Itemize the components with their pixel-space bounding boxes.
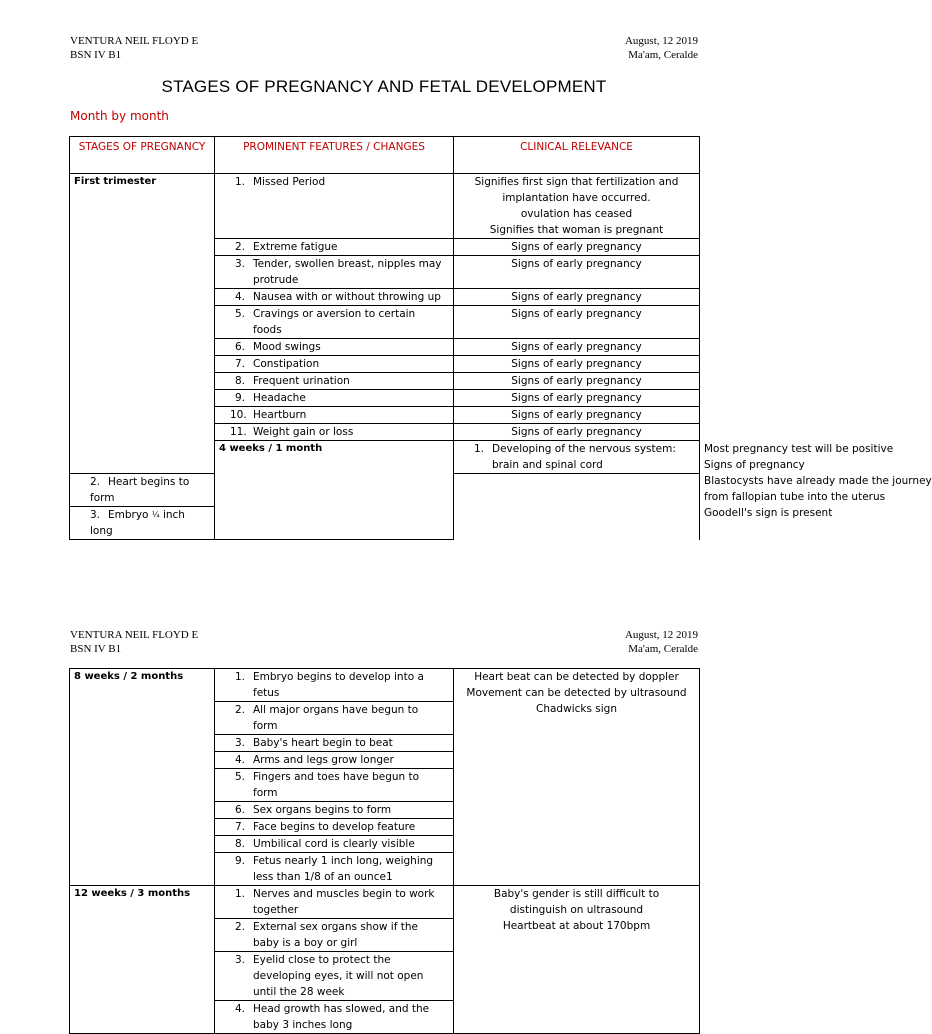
feature-item: 2. Heart begins to form xyxy=(70,474,215,507)
clinical-cell: Signs of early pregnancy xyxy=(454,390,700,407)
feature-item: 2. All major organs have begun to form xyxy=(215,702,454,735)
clinical-cell: Signs of early pregnancy xyxy=(454,356,700,373)
table-row: 4 weeks / 1 month 1. Developing of the nervous system: brain and spinal cord Most pregnancy test will be positive Signs of pregnancy Blastocysts have already made the journey from fallopian tube into the uterus Goodell's sign is present xyxy=(70,441,700,474)
page1-header-right xyxy=(625,34,698,62)
page2-header-right xyxy=(625,628,698,656)
column-header-clinical: CLINICAL RELEVANCE xyxy=(454,137,700,174)
feature-item: 4. Arms and legs grow longer xyxy=(215,752,454,769)
clinical-cell: Signs of early pregnancy xyxy=(454,306,700,339)
stages-table-page1 xyxy=(69,136,932,540)
clinical-cell: Signs of early pregnancy xyxy=(454,339,700,356)
feature-item: 2. Extreme fatigue xyxy=(215,239,454,256)
feature-item: 3. Embryo ¼ inch long xyxy=(70,507,215,540)
feature-item: 8. Umbilical cord is clearly visible xyxy=(215,836,454,853)
feature-item: 6. Mood swings xyxy=(215,339,454,356)
feature-item: 4. Head growth has slowed, and the baby 3 inches long xyxy=(215,1001,454,1034)
feature-item: 3. Tender, swollen breast, nipples may protrude xyxy=(215,256,454,289)
stage-first-trimester: First trimester xyxy=(70,174,215,474)
table-row xyxy=(70,886,700,919)
column-header-features: PROMINENT FEATURES / CHANGES xyxy=(215,137,454,174)
clinical-cell: Baby's gender is still difficult to distinguish on ultrasound Heartbeat at about 170bpm xyxy=(454,886,700,1034)
document-date: August, 12 2019 xyxy=(624,35,698,47)
feature-item: 4. Nausea with or without throwing up xyxy=(215,289,454,306)
feature-item: 3. Eyelid close to protect the developing eyes, it will not open until the 28 week xyxy=(215,952,454,1001)
stage-1-month: 4 weeks / 1 month xyxy=(215,441,454,540)
student-course: BSN IV B1 xyxy=(70,49,122,61)
feature-item: 5. Fingers and toes have begun to form xyxy=(215,769,454,802)
clinical-cell: Signs of early pregnancy xyxy=(454,289,700,306)
student-name: VENTURA NEIL FLOYD E xyxy=(70,35,199,47)
clinical-cell: Signs of early pregnancy xyxy=(454,407,700,424)
clinical-cell: Signs of early pregnancy xyxy=(454,424,700,441)
table-header-row xyxy=(70,137,700,174)
feature-item: 1. Nerves and muscles begin to work together xyxy=(215,886,454,919)
feature-item: 7. Constipation xyxy=(215,356,454,373)
instructor-name: Ma'am, Ceralde xyxy=(628,643,698,655)
stage-3-months: 12 weeks / 3 months xyxy=(70,886,215,1034)
table-row xyxy=(70,174,700,239)
feature-item: 6. Sex organs begins to form xyxy=(215,802,454,819)
feature-item: 1. Developing of the nervous system: brain and spinal cord xyxy=(454,441,700,474)
stage-2-months: 8 weeks / 2 months xyxy=(70,669,215,886)
document-date: August, 12 2019 xyxy=(624,629,698,641)
clinical-cell: Signs of early pregnancy xyxy=(454,256,700,289)
clinical-cell: Signifies first sign that fertilization and implantation have occurred. ovulation has ceased Signifies that woman is pregnant xyxy=(454,174,700,239)
student-course: BSN IV B1 xyxy=(70,643,122,655)
feature-item: 8. Frequent urination xyxy=(215,373,454,390)
column-header-stages: STAGES OF PREGNANCY xyxy=(70,137,215,174)
clinical-cell: Signs of early pregnancy xyxy=(454,239,700,256)
feature-item: 7. Face begins to develop feature xyxy=(215,819,454,836)
clinical-cell: Signs of early pregnancy xyxy=(454,373,700,390)
feature-item: 9. Headache xyxy=(215,390,454,407)
feature-item: 5. Cravings or aversion to certain foods xyxy=(215,306,454,339)
page2-header-left xyxy=(70,628,198,656)
feature-item: 2. External sex organs show if the baby is a boy or girl xyxy=(215,919,454,952)
feature-item: 1. Missed Period xyxy=(215,174,454,239)
student-name: VENTURA NEIL FLOYD E xyxy=(70,629,199,641)
feature-item: 10. Heartburn xyxy=(215,407,454,424)
stages-table-page2 xyxy=(69,668,700,1034)
feature-item: 11. Weight gain or loss xyxy=(215,424,454,441)
page-title: STAGES OF PREGNANCY AND FETAL DEVELOPMENT xyxy=(161,77,607,96)
table-row xyxy=(70,669,700,702)
feature-item: 9. Fetus nearly 1 inch long, weighing less than 1/8 of an ounce1 xyxy=(215,853,454,886)
feature-item: 3. Baby's heart begin to beat xyxy=(215,735,454,752)
page1-header-left xyxy=(70,34,198,62)
feature-item: 1. Embryo begins to develop into a fetus xyxy=(215,669,454,702)
section-subtitle: Month by month xyxy=(70,109,169,123)
clinical-cell: Heart beat can be detected by doppler Movement can be detected by ultrasound Chadwicks sign xyxy=(454,669,700,886)
instructor-name: Ma'am, Ceralde xyxy=(628,49,698,61)
